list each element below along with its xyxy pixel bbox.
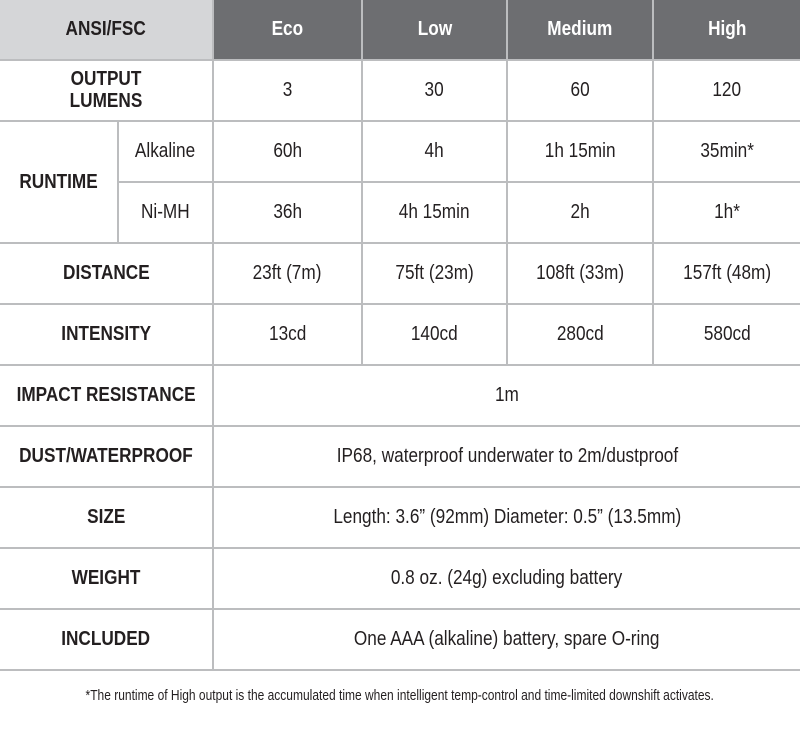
runtime-nimh-row: [0, 182, 800, 243]
value: 2h: [570, 201, 590, 223]
value: 1m: [495, 384, 519, 406]
distance-row: [0, 243, 800, 304]
value: IP68, waterproof underwater to 2m/dustproof: [336, 445, 678, 467]
mode-label: Eco: [271, 18, 304, 40]
row-label: [0, 548, 213, 609]
row-label: [0, 426, 213, 487]
cell: [213, 609, 800, 670]
sub-label: [118, 182, 213, 243]
cell: [213, 426, 800, 487]
value: 36h: [273, 201, 302, 223]
cell: [507, 60, 653, 121]
size-row: [0, 487, 800, 548]
cell: [653, 243, 800, 304]
value: 1h*: [714, 201, 740, 223]
mode-label: Low: [417, 18, 452, 40]
waterproof-row: [0, 426, 800, 487]
value: 157ft (48m): [683, 262, 771, 284]
intensity-row: [0, 304, 800, 365]
cell: [213, 304, 362, 365]
intensity-label: INTENSITY: [61, 323, 151, 345]
sub-label: [118, 121, 213, 182]
value: 280cd: [556, 323, 604, 345]
footnote-text: *The runtime of High output is the accumulated time when intelligent temp-control and time-limited downshift activates.: [85, 687, 715, 704]
cell: [362, 304, 507, 365]
header-medium: [507, 0, 653, 60]
alkaline-label: Alkaline: [135, 140, 196, 162]
cell: [653, 304, 800, 365]
header-row: [0, 0, 800, 60]
cell: [213, 365, 800, 426]
cell: [653, 182, 800, 243]
row-label: [0, 365, 213, 426]
row-label: [0, 487, 213, 548]
value: 120: [712, 79, 742, 101]
header-low: [362, 0, 507, 60]
value: 60h: [273, 140, 302, 162]
value: 580cd: [703, 323, 751, 345]
runtime-label: RUNTIME: [19, 170, 98, 193]
row-label: [0, 243, 213, 304]
value: 4h 15min: [399, 201, 470, 223]
value: 35min*: [700, 140, 754, 162]
size-label: SIZE: [86, 506, 126, 528]
value: 3: [282, 79, 293, 101]
value: 23ft (7m): [253, 262, 322, 284]
included-label: INCLUDED: [61, 628, 151, 650]
cell: [653, 121, 800, 182]
weight-row: [0, 548, 800, 609]
mode-label: Medium: [547, 18, 613, 40]
value: 4h: [424, 140, 445, 162]
cell: [507, 121, 653, 182]
value: 140cd: [411, 323, 458, 345]
cell: [213, 182, 362, 243]
impact-label: IMPACT RESISTANCE: [16, 384, 196, 406]
footnote: [0, 671, 800, 721]
waterproof-label: DUST/WATERPROOF: [19, 445, 193, 467]
output-label: OUTPUT LUMENS: [69, 68, 143, 112]
cell: [362, 243, 507, 304]
cell: [507, 243, 653, 304]
cell: [507, 182, 653, 243]
cell: [213, 487, 800, 548]
cell: [213, 243, 362, 304]
value: 13cd: [268, 323, 307, 345]
runtime-alkaline-row: [0, 121, 800, 182]
cell: [653, 60, 800, 121]
included-row: [0, 609, 800, 670]
row-label: [0, 60, 213, 121]
value: 60: [570, 79, 590, 101]
cell: [362, 60, 507, 121]
mode-label: High: [707, 18, 747, 40]
output-row: [0, 60, 800, 121]
header-eco: [213, 0, 362, 60]
header-label-text: ANSI/FSC: [65, 18, 147, 40]
value: Length: 3.6” (92mm) Diameter: 0.5” (13.5mm): [333, 506, 681, 528]
header-label: [0, 0, 213, 60]
row-label: [0, 304, 213, 365]
value: 0.8 oz. (24g) excluding battery: [391, 567, 623, 589]
weight-label: WEIGHT: [71, 567, 141, 589]
value: 30: [424, 79, 445, 101]
impact-row: [0, 365, 800, 426]
cell: [213, 548, 800, 609]
header-high: [653, 0, 800, 60]
nimh-label: Ni-MH: [141, 201, 190, 223]
cell: [213, 60, 362, 121]
distance-label: DISTANCE: [62, 262, 150, 284]
value: 75ft (23m): [395, 262, 474, 284]
value: 108ft (33m): [536, 262, 624, 284]
cell: [362, 182, 507, 243]
value: 1h 15min: [544, 140, 616, 162]
cell: [213, 121, 362, 182]
row-label: [0, 121, 118, 243]
cell: [362, 121, 507, 182]
value: One AAA (alkaline) battery, spare O-ring: [354, 628, 660, 650]
cell: [507, 304, 653, 365]
row-label: [0, 609, 213, 670]
